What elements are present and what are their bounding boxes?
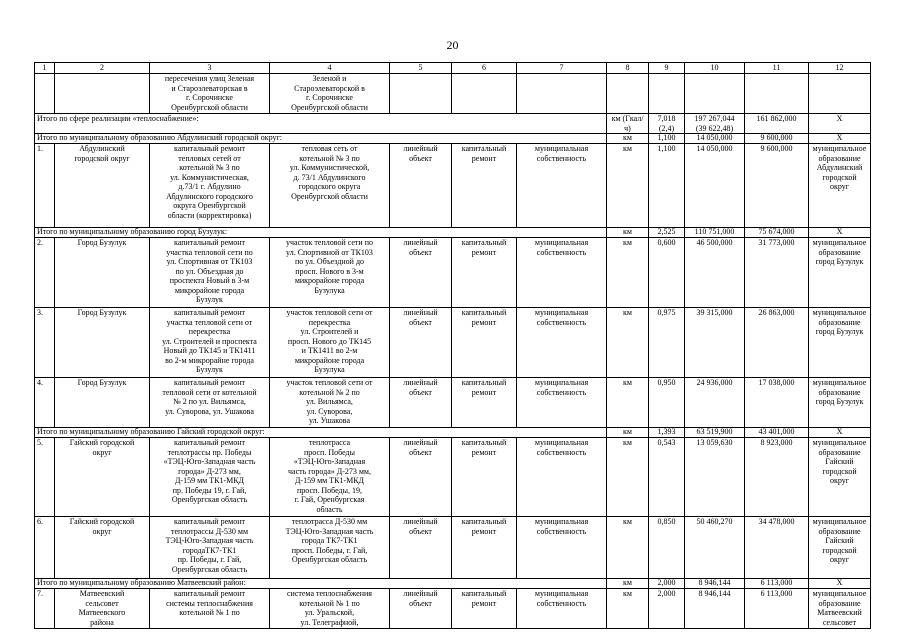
cell-ownership: муниципальная собственность: [517, 238, 607, 308]
header-cell: 9: [649, 63, 685, 74]
cell-work: капитальный ремонт: [452, 308, 517, 378]
total-cost: 197 267,044 (39 622,48): [685, 114, 745, 134]
cell-object: участок тепловой сети от перекрестка ул. Строителей и просп. Нового до ТК145 и ТК1411 во 2-м микрорайоне города Бузулука: [270, 308, 390, 378]
cell-object: участок тепловой сети от котельной № 2 по ул. Вильямса, ул. Суворова, ул. Ушакова: [270, 378, 390, 428]
total-funding: 43 401,000: [745, 428, 809, 438]
cell-cost: 14 050,000: [685, 144, 745, 228]
total-row-gai: [35, 428, 871, 438]
table-row: [35, 589, 871, 629]
total-x: X: [809, 228, 871, 238]
header-cell: 4: [270, 63, 390, 74]
cell-type: линейный объект: [390, 308, 452, 378]
cell-cost: 39 315,000: [685, 308, 745, 378]
cell-description: пересечения улиц Зеленая и Староэлеваторская в г. Сорочинске Оренбургской области: [150, 74, 270, 114]
cell-description: капитальный ремонт системы теплоснабжения котельной № 1 по: [150, 589, 270, 629]
total-length: 1,100: [649, 134, 685, 144]
cell-num: 4.: [35, 378, 55, 428]
cell-type: линейный объект: [390, 438, 452, 517]
cell-cost: 8 946,144: [685, 589, 745, 629]
cell-ownership: муниципальная собственность: [517, 308, 607, 378]
cell-cost: 50 460,270: [685, 517, 745, 579]
table-row: [35, 238, 871, 308]
total-label: Итого по сфере реализации «теплоснабжение»:: [35, 114, 607, 134]
cell-object: теплотрасса Д-530 мм ТЭЦ-Юго-Западная часть города ТК7-ТК1 просп. Победы, г. Гай, Оренбургская область: [270, 517, 390, 579]
cell-work: капитальный ремонт: [452, 238, 517, 308]
cell-length: 0,975: [649, 308, 685, 378]
cell-num: 3.: [35, 308, 55, 378]
cell-cost: 24 936,000: [685, 378, 745, 428]
total-unit: км: [607, 134, 649, 144]
cell-ownership: муниципальная собственность: [517, 589, 607, 629]
cell-object: система теплоснабжения котельной № 1 по ул. Уральской, ул. Телеграфной,: [270, 589, 390, 629]
cell-municipality: Гайский городской округ: [55, 438, 150, 517]
table-row: [35, 517, 871, 579]
cell-work: капитальный ремонт: [452, 438, 517, 517]
cell-length: 2,000: [649, 589, 685, 629]
cell-length: 0,600: [649, 238, 685, 308]
cell-description: капитальный ремонт участка тепловой сети по ул. Спортивная от ТК103 по ул. Объездная до проспекта Новый в 3-м микрорайоне города Бузулук: [150, 238, 270, 308]
cell-unit: км: [607, 589, 649, 629]
header-cell: 1: [35, 63, 55, 74]
cell-work: капитальный ремонт: [452, 589, 517, 629]
cell-unit: км: [607, 144, 649, 228]
header-cell: 6: [452, 63, 517, 74]
cell-ownership: муниципальная собственность: [517, 144, 607, 228]
total-cost: 8 946,144: [685, 579, 745, 589]
header-cell: 8: [607, 63, 649, 74]
cell-length: 0,543: [649, 438, 685, 517]
total-row-sphere: [35, 114, 871, 134]
cell-municipality: Гайский городской округ: [55, 517, 150, 579]
cell-ownership: муниципальная собственность: [517, 378, 607, 428]
total-x: X: [809, 428, 871, 438]
total-funding: 75 674,000: [745, 228, 809, 238]
table-row: [35, 438, 871, 517]
total-label: Итого по муниципальному образованию город Бузулук:: [35, 228, 607, 238]
page-number: 20: [446, 38, 459, 52]
total-row-matveev: [35, 579, 871, 589]
total-x: X: [809, 579, 871, 589]
cell-funding: 6 113,000: [745, 589, 809, 629]
cell-recipient: муниципальное образование Абдулинский городской округ: [809, 144, 871, 228]
total-funding: 161 862,000: [745, 114, 809, 134]
total-funding: 6 113,000: [745, 579, 809, 589]
cell-recipient: муниципальное образование город Бузулук: [809, 378, 871, 428]
cell-funding: 9 600,000: [745, 144, 809, 228]
cell-ownership: муниципальная собственность: [517, 438, 607, 517]
header-cell: 3: [150, 63, 270, 74]
total-length: 7,018 (2,4): [649, 114, 685, 134]
cell-object: тепловая сеть от котельной № 3 по ул. Коммунистической, д. 73/1 Абдулинского городского округа Оренбургской области: [270, 144, 390, 228]
total-x: X: [809, 134, 871, 144]
cell-funding: 8 923,000: [745, 438, 809, 517]
cell-work: капитальный ремонт: [452, 378, 517, 428]
header-cell: 12: [809, 63, 871, 74]
cell-type: линейный объект: [390, 144, 452, 228]
cell-num: 1.: [35, 144, 55, 228]
cell-num: 7.: [35, 589, 55, 629]
total-length: 2,525: [649, 228, 685, 238]
cell-recipient: муниципальное образование Гайский городской округ: [809, 438, 871, 517]
total-row-buzuluk: [35, 228, 871, 238]
cell-recipient: муниципальное образование город Бузулук: [809, 308, 871, 378]
total-unit: км: [607, 579, 649, 589]
total-funding: 9 600,000: [745, 134, 809, 144]
header-cell: 7: [517, 63, 607, 74]
total-unit: км: [607, 228, 649, 238]
total-unit: км (Гкал/ч): [607, 114, 649, 134]
cell-municipality: Матвеевский сельсовет Матвеевского района: [55, 589, 150, 629]
total-unit: км: [607, 428, 649, 438]
cell-type: линейный объект: [390, 517, 452, 579]
cell-recipient: муниципальное образование город Бузулук: [809, 238, 871, 308]
cell-length: 0,850: [649, 517, 685, 579]
cell-funding: 31 773,000: [745, 238, 809, 308]
cell-unit: км: [607, 517, 649, 579]
total-length: 2,000: [649, 579, 685, 589]
cell-municipality: Абдулинский городской округ: [55, 144, 150, 228]
continuation-row: [35, 74, 871, 114]
total-x: X: [809, 114, 871, 134]
cell-funding: 34 478,000: [745, 517, 809, 579]
cell-work: капитальный ремонт: [452, 144, 517, 228]
cell-type: линейный объект: [390, 378, 452, 428]
cell-description: капитальный ремонт участка тепловой сети от перекрестка ул. Строителей и проспекта Новый до ТК145 и ТК1411 во 2-м микрорайне города Бузулук: [150, 308, 270, 378]
cell-municipality: Город Бузулук: [55, 378, 150, 428]
cell-unit: км: [607, 238, 649, 308]
cell-unit: км: [607, 308, 649, 378]
header-cell: 5: [390, 63, 452, 74]
cell-description: капитальный ремонт теплотрассы Д-530 мм ТЭЦ-Юго-Западная часть городаТК7-ТК1 пр. Победы, г. Гай, Оренбургская область: [150, 517, 270, 579]
total-label: Итого по муниципальному образованию Гайский городской округ:: [35, 428, 607, 438]
cell-municipality: Город Бузулук: [55, 238, 150, 308]
header-cell: 11: [745, 63, 809, 74]
total-cost: 110 751,000: [685, 228, 745, 238]
total-cost: 14 050,000: [685, 134, 745, 144]
cell-funding: 17 038,000: [745, 378, 809, 428]
cell-ownership: муниципальная собственность: [517, 517, 607, 579]
cell-num: 2.: [35, 238, 55, 308]
total-row-abdulino: [35, 134, 871, 144]
cell-type: линейный объект: [390, 589, 452, 629]
total-label: Итого по муниципальному образованию Матвеевский район:: [35, 579, 607, 589]
header-cell: 2: [55, 63, 150, 74]
cell-length: 0,950: [649, 378, 685, 428]
total-cost: 63 519,900: [685, 428, 745, 438]
header-row: [35, 63, 871, 74]
cell-description: капитальный ремонт тепловых сетей от котельной № 3 по ул. Коммунистическая, д.73/1 г. Абдулино Абдулинского городского округа Оренбургской области (корректировка): [150, 144, 270, 228]
cell-description: капитальный ремонт тепловой сети от котельной № 2 по ул. Вильямса, ул. Суворова, ул. Ушакова: [150, 378, 270, 428]
cell-object: участок тепловой сети по ул. Спортивной от ТК103 по ул. Объездной до просп. Нового в 3-м микрорайоне города Бузулука: [270, 238, 390, 308]
total-length: 1,393: [649, 428, 685, 438]
cell-unit: км: [607, 438, 649, 517]
cell-num: 5.: [35, 438, 55, 517]
cell-work: капитальный ремонт: [452, 517, 517, 579]
table-row: [35, 308, 871, 378]
cell-recipient: муниципальное образование Гайский городской округ: [809, 517, 871, 579]
cell-cost: 13 059,630: [685, 438, 745, 517]
total-label: Итого по муниципальному образованию Абдулинский городской округ:: [35, 134, 607, 144]
cell-cost: 46 500,000: [685, 238, 745, 308]
cell-object: Зеленой и Староэлеваторской в г. Сорочинске Оренбургской области: [270, 74, 390, 114]
cell-funding: 26 863,000: [745, 308, 809, 378]
cell-num: 6.: [35, 517, 55, 579]
cell-type: линейный объект: [390, 238, 452, 308]
investment-table: [34, 62, 871, 629]
table-row: [35, 378, 871, 428]
cell-length: 1,100: [649, 144, 685, 228]
cell-recipient: муниципальное образование Матвеевский сельсовет: [809, 589, 871, 629]
header-cell: 10: [685, 63, 745, 74]
cell-municipality: Город Бузулук: [55, 308, 150, 378]
cell-unit: км: [607, 378, 649, 428]
table-row: [35, 144, 871, 228]
cell-description: капитальный ремонт теплотрассы пр. Победы «ТЭЦ-Юго-Западная часть города» Д-273 мм, Д-159 мм ТК1-МКД пр. Победы 19, г. Гай, Оренбургская область: [150, 438, 270, 517]
cell-object: теплотрасса просп. Победы «ТЭЦ-Юго-Западная часть города» Д-273 мм, Д-159 мм ТК1-МКД просп. Победы, 19, г. Гай, Оренбургская область: [270, 438, 390, 517]
